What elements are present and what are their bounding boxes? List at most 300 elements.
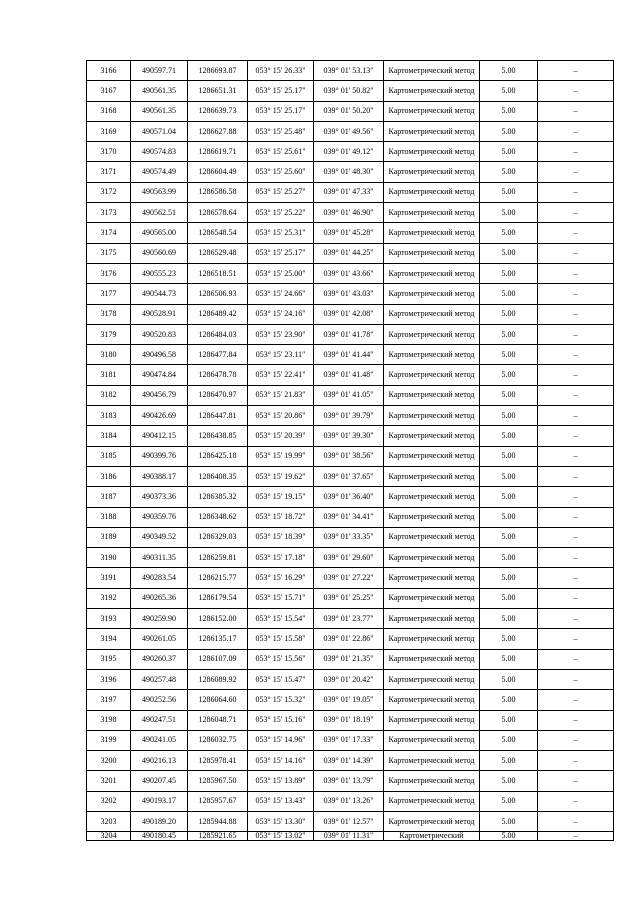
method-cell: Картометрический метод [384,791,480,811]
table-row [87,243,614,263]
accuracy-cell: 5.00 [480,182,538,202]
latitude-cell: 053° 15' 25.27" [248,182,314,202]
longitude-cell: 039° 01' 36.40" [314,487,384,507]
x-coordinate-cell: 490574.83 [131,142,188,162]
table-row [87,791,614,811]
latitude-cell: 053° 15' 21.83" [248,385,314,405]
x-coordinate-cell: 490259.90 [131,609,188,629]
method-cell: Картометрический метод [384,527,480,547]
table-row [87,162,614,182]
method-cell: Картометрический метод [384,121,480,141]
note-cell: – [538,832,614,841]
y-coordinate-cell: 1286586.58 [188,182,248,202]
note-cell: – [538,690,614,710]
table-row [87,345,614,365]
note-cell: – [538,649,614,669]
y-coordinate-cell: 1286518.51 [188,263,248,283]
y-coordinate-cell: 1286639.73 [188,101,248,121]
y-coordinate-cell: 1286215.77 [188,568,248,588]
y-coordinate-cell: 1286425.18 [188,446,248,466]
latitude-cell: 053° 15' 18.72" [248,507,314,527]
note-cell: – [538,466,614,486]
y-coordinate-cell: 1286484.03 [188,324,248,344]
longitude-cell: 039° 01' 47.33" [314,182,384,202]
latitude-cell: 053° 15' 15.71" [248,588,314,608]
latitude-cell: 053° 15' 15.47" [248,669,314,689]
table-row [87,365,614,385]
point-number-cell: 3167 [87,81,131,101]
table-row [87,832,614,841]
x-coordinate-cell: 490597.71 [131,61,188,81]
point-number-cell: 3192 [87,588,131,608]
table-row [87,284,614,304]
longitude-cell: 039° 01' 14.39" [314,751,384,771]
method-cell: Картометрический метод [384,751,480,771]
accuracy-cell: 5.00 [480,61,538,81]
latitude-cell: 053° 15' 15.56" [248,649,314,669]
y-coordinate-cell: 1286089.92 [188,669,248,689]
note-cell: – [538,101,614,121]
method-cell: Картометрический метод [384,142,480,162]
accuracy-cell: 5.00 [480,669,538,689]
x-coordinate-cell: 490349.52 [131,527,188,547]
longitude-cell: 039° 01' 25.25" [314,588,384,608]
x-coordinate-cell: 490247.51 [131,710,188,730]
longitude-cell: 039° 01' 53.13" [314,61,384,81]
accuracy-cell: 5.00 [480,345,538,365]
latitude-cell: 053° 15' 25.31" [248,223,314,243]
note-cell: – [538,263,614,283]
method-cell: Картометрический метод [384,162,480,182]
accuracy-cell: 5.00 [480,426,538,446]
accuracy-cell: 5.00 [480,203,538,223]
longitude-cell: 039° 01' 13.26" [314,791,384,811]
accuracy-cell: 5.00 [480,365,538,385]
table-row [87,710,614,730]
table-row [87,324,614,344]
table-row [87,751,614,771]
table-row [87,548,614,568]
latitude-cell: 053° 15' 18.39" [248,527,314,547]
note-cell: – [538,345,614,365]
accuracy-cell: 5.00 [480,791,538,811]
longitude-cell: 039° 01' 39.79" [314,406,384,426]
point-number-cell: 3166 [87,61,131,81]
table-row [87,811,614,831]
point-number-cell: 3201 [87,771,131,791]
x-coordinate-cell: 490555.23 [131,263,188,283]
accuracy-cell: 5.00 [480,629,538,649]
longitude-cell: 039° 01' 34.41" [314,507,384,527]
y-coordinate-cell: 1286619.71 [188,142,248,162]
table-row [87,304,614,324]
point-number-cell: 3176 [87,263,131,283]
table-row [87,385,614,405]
note-cell: – [538,406,614,426]
longitude-cell: 039° 01' 50.82" [314,81,384,101]
latitude-cell: 053° 15' 25.17" [248,243,314,263]
method-cell: Картометрический метод [384,365,480,385]
accuracy-cell: 5.00 [480,690,538,710]
latitude-cell: 053° 15' 14.96" [248,730,314,750]
latitude-cell: 053° 15' 19.99" [248,446,314,466]
point-number-cell: 3199 [87,730,131,750]
method-cell: Картометрический метод [384,487,480,507]
latitude-cell: 053° 15' 15.54" [248,609,314,629]
note-cell: – [538,61,614,81]
latitude-cell: 053° 15' 25.17" [248,101,314,121]
point-number-cell: 3181 [87,365,131,385]
note-cell: – [538,142,614,162]
method-cell: Картометрический метод [384,690,480,710]
longitude-cell: 039° 01' 44.25" [314,243,384,263]
note-cell: – [538,182,614,202]
x-coordinate-cell: 490283.54 [131,568,188,588]
point-number-cell: 3170 [87,142,131,162]
table-row [87,81,614,101]
latitude-cell: 053° 15' 13.30" [248,811,314,831]
accuracy-cell: 5.00 [480,446,538,466]
method-cell: Картометрический метод [384,101,480,121]
accuracy-cell: 5.00 [480,730,538,750]
longitude-cell: 039° 01' 48.30" [314,162,384,182]
latitude-cell: 053° 15' 24.66" [248,284,314,304]
point-number-cell: 3177 [87,284,131,304]
point-number-cell: 3182 [87,385,131,405]
table-row [87,61,614,81]
accuracy-cell: 5.00 [480,223,538,243]
longitude-cell: 039° 01' 50.20" [314,101,384,121]
method-cell: Картометрический метод [384,324,480,344]
table-row [87,730,614,750]
note-cell: – [538,324,614,344]
point-number-cell: 3202 [87,791,131,811]
accuracy-cell: 5.00 [480,162,538,182]
longitude-cell: 039° 01' 18.19" [314,710,384,730]
note-cell: – [538,223,614,243]
note-cell: – [538,162,614,182]
note-cell: – [538,791,614,811]
latitude-cell: 053° 15' 25.00" [248,263,314,283]
point-number-cell: 3195 [87,649,131,669]
x-coordinate-cell: 490528.91 [131,304,188,324]
table-row [87,690,614,710]
accuracy-cell: 5.00 [480,466,538,486]
point-number-cell: 3194 [87,629,131,649]
longitude-cell: 039° 01' 17.33" [314,730,384,750]
x-coordinate-cell: 490180.45 [131,832,188,841]
table-row [87,142,614,162]
latitude-cell: 053° 15' 15.16" [248,710,314,730]
table-row [87,446,614,466]
y-coordinate-cell: 1286604.49 [188,162,248,182]
longitude-cell: 039° 01' 13.79" [314,771,384,791]
latitude-cell: 053° 15' 15.58" [248,629,314,649]
y-coordinate-cell: 1286048.71 [188,710,248,730]
y-coordinate-cell: 1286064.60 [188,690,248,710]
table-row [87,223,614,243]
longitude-cell: 039° 01' 43.66" [314,263,384,283]
x-coordinate-cell: 490562.51 [131,203,188,223]
table-row [87,466,614,486]
method-cell: Картометрический метод [384,304,480,324]
point-number-cell: 3179 [87,324,131,344]
note-cell: – [538,507,614,527]
longitude-cell: 039° 01' 37.65" [314,466,384,486]
x-coordinate-cell: 490496.58 [131,345,188,365]
note-cell: – [538,121,614,141]
latitude-cell: 053° 15' 23.11" [248,345,314,365]
latitude-cell: 053° 15' 19.15" [248,487,314,507]
x-coordinate-cell: 490207.45 [131,771,188,791]
longitude-cell: 039° 01' 11.31" [314,832,384,841]
y-coordinate-cell: 1286179.54 [188,588,248,608]
table-row [87,101,614,121]
x-coordinate-cell: 490563.99 [131,182,188,202]
point-number-cell: 3174 [87,223,131,243]
x-coordinate-cell: 490373.36 [131,487,188,507]
point-number-cell: 3171 [87,162,131,182]
y-coordinate-cell: 1285944.88 [188,811,248,831]
y-coordinate-cell: 1286152.00 [188,609,248,629]
longitude-cell: 039° 01' 27.22" [314,568,384,588]
point-number-cell: 3178 [87,304,131,324]
note-cell: – [538,426,614,446]
x-coordinate-cell: 490520.83 [131,324,188,344]
x-coordinate-cell: 490561.35 [131,101,188,121]
x-coordinate-cell: 490571.04 [131,121,188,141]
y-coordinate-cell: 1286107.09 [188,649,248,669]
method-cell: Картометрический метод [384,507,480,527]
method-cell: Картометрический метод [384,730,480,750]
x-coordinate-cell: 490311.35 [131,548,188,568]
table-row [87,121,614,141]
y-coordinate-cell: 1286348.62 [188,507,248,527]
longitude-cell: 039° 01' 29.60" [314,548,384,568]
note-cell: – [538,548,614,568]
accuracy-cell: 5.00 [480,568,538,588]
y-coordinate-cell: 1286385.32 [188,487,248,507]
method-cell: Картометрический метод [384,61,480,81]
y-coordinate-cell: 1286447.81 [188,406,248,426]
longitude-cell: 039° 01' 12.57" [314,811,384,831]
method-cell: Картометрический метод [384,609,480,629]
accuracy-cell: 5.00 [480,751,538,771]
longitude-cell: 039° 01' 22.86" [314,629,384,649]
note-cell: – [538,385,614,405]
method-cell: Картометрический метод [384,669,480,689]
point-number-cell: 3175 [87,243,131,263]
latitude-cell: 053° 15' 24.16" [248,304,314,324]
x-coordinate-cell: 490544.73 [131,284,188,304]
note-cell: – [538,284,614,304]
method-cell: Картометрический метод [384,426,480,446]
table-row [87,669,614,689]
latitude-cell: 053° 15' 16.29" [248,568,314,588]
table-row [87,568,614,588]
accuracy-cell: 5.00 [480,142,538,162]
longitude-cell: 039° 01' 41.78" [314,324,384,344]
table-row [87,182,614,202]
method-cell: Картометрический метод [384,345,480,365]
method-cell: Картометрический метод [384,385,480,405]
point-number-cell: 3189 [87,527,131,547]
y-coordinate-cell: 1286529.48 [188,243,248,263]
method-cell: Картометрический метод [384,81,480,101]
method-cell: Картометрический метод [384,263,480,283]
method-cell: Картометрический метод [384,771,480,791]
table-row [87,629,614,649]
latitude-cell: 053° 15' 26.33" [248,61,314,81]
longitude-cell: 039° 01' 43.03" [314,284,384,304]
method-cell: Картометрический метод [384,182,480,202]
method-cell: Картометрический метод [384,406,480,426]
table-row [87,771,614,791]
y-coordinate-cell: 1285921.65 [188,832,248,841]
x-coordinate-cell: 490560.69 [131,243,188,263]
longitude-cell: 039° 01' 41.48" [314,365,384,385]
table-row [87,487,614,507]
method-cell: Картометрический метод [384,629,480,649]
table-row [87,426,614,446]
point-number-cell: 3198 [87,710,131,730]
y-coordinate-cell: 1286259.81 [188,548,248,568]
note-cell: – [538,203,614,223]
point-number-cell: 3187 [87,487,131,507]
longitude-cell: 039° 01' 23.77" [314,609,384,629]
y-coordinate-cell: 1286693.87 [188,61,248,81]
accuracy-cell: 5.00 [480,324,538,344]
point-number-cell: 3200 [87,751,131,771]
method-cell: Картометрический метод [384,446,480,466]
note-cell: – [538,751,614,771]
x-coordinate-cell: 490574.49 [131,162,188,182]
table-row [87,507,614,527]
y-coordinate-cell: 1285978.41 [188,751,248,771]
method-cell: Картометрический метод [384,548,480,568]
x-coordinate-cell: 490189.20 [131,811,188,831]
point-number-cell: 3173 [87,203,131,223]
table-row [87,203,614,223]
table-body [87,61,614,841]
method-cell: Картометрический метод [384,649,480,669]
latitude-cell: 053° 15' 25.48" [248,121,314,141]
latitude-cell: 053° 15' 20.39" [248,426,314,446]
longitude-cell: 039° 01' 45.28" [314,223,384,243]
x-coordinate-cell: 490561.35 [131,81,188,101]
y-coordinate-cell: 1285957.67 [188,791,248,811]
y-coordinate-cell: 1286548.54 [188,223,248,243]
note-cell: – [538,243,614,263]
note-cell: – [538,588,614,608]
latitude-cell: 053° 15' 22.41" [248,365,314,385]
y-coordinate-cell: 1286135.17 [188,629,248,649]
y-coordinate-cell: 1286329.03 [188,527,248,547]
method-cell: Картометрический метод [384,203,480,223]
method-cell: Картометрический метод [384,223,480,243]
longitude-cell: 039° 01' 39.30" [314,426,384,446]
x-coordinate-cell: 490257.48 [131,669,188,689]
point-number-cell: 3188 [87,507,131,527]
note-cell: – [538,811,614,831]
longitude-cell: 039° 01' 19.05" [314,690,384,710]
x-coordinate-cell: 490388.17 [131,466,188,486]
method-cell: Картометрический [384,832,480,841]
table-row [87,609,614,629]
x-coordinate-cell: 490426.69 [131,406,188,426]
note-cell: – [538,730,614,750]
method-cell: Картометрический метод [384,568,480,588]
longitude-cell: 039° 01' 41.05" [314,385,384,405]
x-coordinate-cell: 490399.76 [131,446,188,466]
method-cell: Картометрический метод [384,466,480,486]
x-coordinate-cell: 490216.13 [131,751,188,771]
accuracy-cell: 5.00 [480,81,538,101]
note-cell: – [538,487,614,507]
accuracy-cell: 5.00 [480,527,538,547]
latitude-cell: 053° 15' 25.61" [248,142,314,162]
latitude-cell: 053° 15' 25.22" [248,203,314,223]
accuracy-cell: 5.00 [480,101,538,121]
point-number-cell: 3204 [87,832,131,841]
point-number-cell: 3183 [87,406,131,426]
note-cell: – [538,527,614,547]
point-number-cell: 3186 [87,466,131,486]
longitude-cell: 039° 01' 49.56" [314,121,384,141]
point-number-cell: 3168 [87,101,131,121]
y-coordinate-cell: 1286477.84 [188,345,248,365]
x-coordinate-cell: 490193.17 [131,791,188,811]
accuracy-cell: 5.00 [480,811,538,831]
accuracy-cell: 5.00 [480,385,538,405]
y-coordinate-cell: 1286438.85 [188,426,248,446]
y-coordinate-cell: 1286470.97 [188,385,248,405]
method-cell: Картометрический метод [384,284,480,304]
latitude-cell: 053° 15' 13.02" [248,832,314,841]
note-cell: – [538,446,614,466]
method-cell: Картометрический метод [384,710,480,730]
longitude-cell: 039° 01' 42.08" [314,304,384,324]
point-number-cell: 3191 [87,568,131,588]
point-number-cell: 3180 [87,345,131,365]
method-cell: Картометрический метод [384,243,480,263]
x-coordinate-cell: 490241.05 [131,730,188,750]
longitude-cell: 039° 01' 46.90" [314,203,384,223]
accuracy-cell: 5.00 [480,263,538,283]
note-cell: – [538,609,614,629]
x-coordinate-cell: 490412.15 [131,426,188,446]
latitude-cell: 053° 15' 19.62" [248,466,314,486]
note-cell: – [538,629,614,649]
y-coordinate-cell: 1286578.64 [188,203,248,223]
table-row [87,263,614,283]
table-row [87,649,614,669]
y-coordinate-cell: 1286408.35 [188,466,248,486]
y-coordinate-cell: 1286651.31 [188,81,248,101]
x-coordinate-cell: 490252.56 [131,690,188,710]
accuracy-cell: 5.00 [480,121,538,141]
note-cell: – [538,568,614,588]
latitude-cell: 053° 15' 23.90" [248,324,314,344]
point-number-cell: 3203 [87,811,131,831]
point-number-cell: 3185 [87,446,131,466]
accuracy-cell: 5.00 [480,710,538,730]
method-cell: Картометрический метод [384,588,480,608]
accuracy-cell: 5.00 [480,406,538,426]
longitude-cell: 039° 01' 21.35" [314,649,384,669]
longitude-cell: 039° 01' 49.12" [314,142,384,162]
accuracy-cell: 5.00 [480,548,538,568]
